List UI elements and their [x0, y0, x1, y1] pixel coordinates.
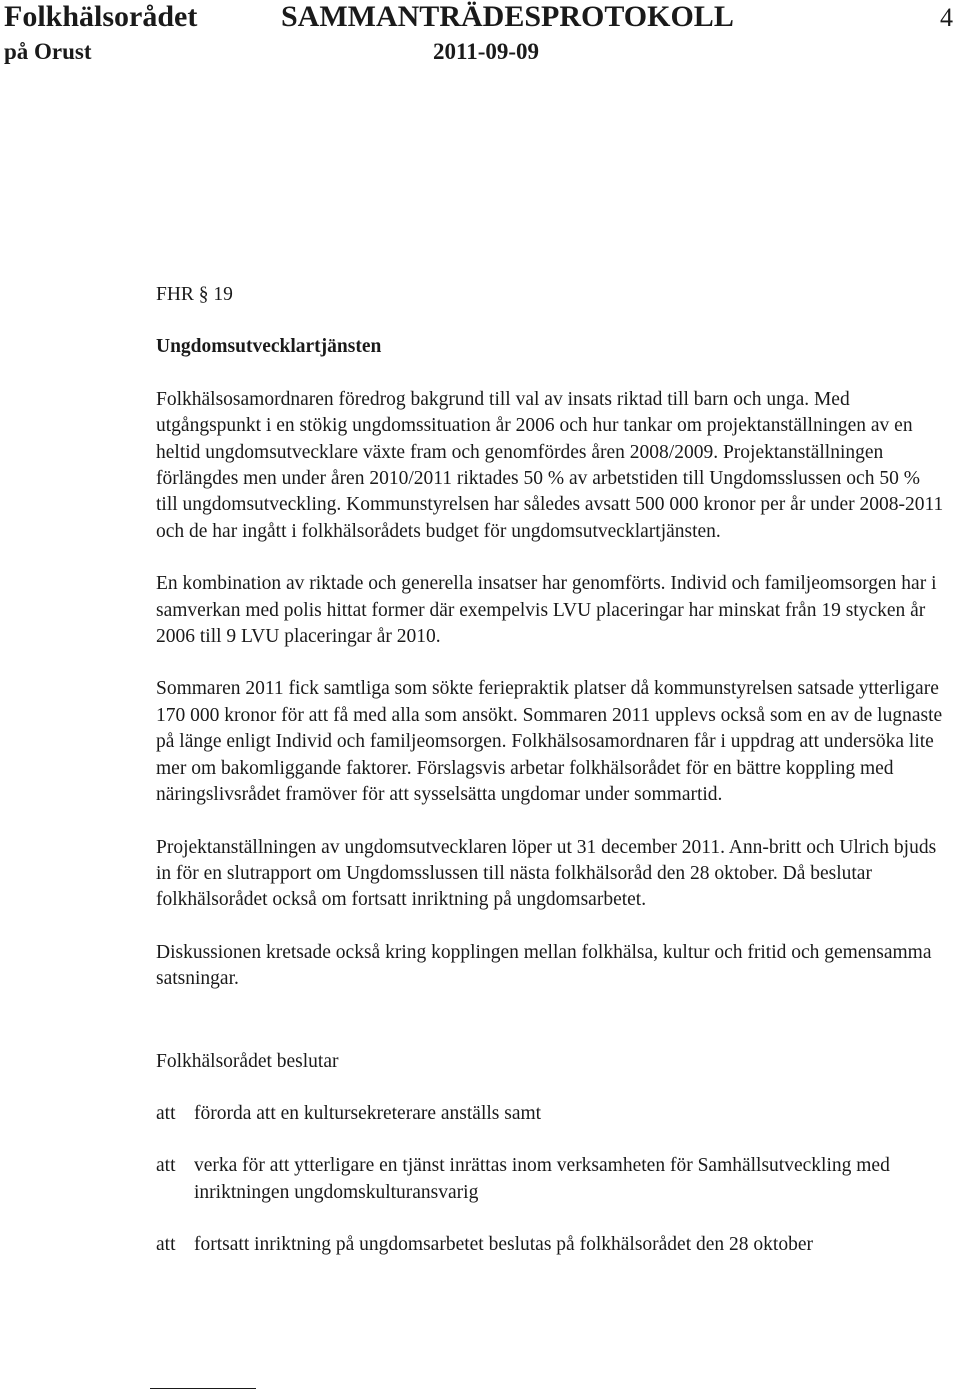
- document-title: SAMMANTRÄDESPROTOKOLL: [281, 0, 734, 33]
- decision-item: [156, 1232, 946, 1258]
- paragraph-discussion: Diskussionen kretsade också kring kopplingen mellan folkhälsa, kultur och fritid och gemensamma satsningar.: [156, 941, 932, 990]
- signature-line: [150, 1388, 256, 1389]
- decision-heading: Folkhälsorådet beslutar: [156, 1050, 339, 1072]
- decision-att-label: att: [156, 1102, 176, 1124]
- organization-name: Folkhälsorådet: [4, 0, 198, 33]
- decision-item: [156, 1101, 946, 1127]
- decision-att-label: att: [156, 1234, 176, 1256]
- paragraph-summer: Sommaren 2011 fick samtliga som sökte feriepraktik platser då kommunstyrelsen satsade ytterligare 170 000 kronor för att få med alla som ansökt. Sommaren 2011 upplevs också som en av de lugnaste på länge enligt Individ och familjeomsorgen. Folkhälsosamordnaren får i uppdrag att undersöka lite mer om bakomliggande faktorer. Förslagsvis arbetar folkhälsorådet för en bättre koppling med näringslivsrådet framöver för att sysselsätta ungdomar under sommartid.: [156, 678, 943, 806]
- decision-item: [156, 1153, 946, 1206]
- meeting-date: 2011-09-09: [433, 39, 540, 64]
- paragraph-efforts: En kombination av riktade och generella insatser har genomförts. Individ och familjeomsorgen har i samverkan med polis hittat former där exempelvis LVU placeringar har minskat från 19 stycken år 2006 till 9 LVU placeringar år 2010.: [156, 573, 937, 648]
- paragraph-background: Folkhälsosamordnaren föredrog bakgrund till val av insats riktad till barn och unga. Med utgångspunkt i en stökig ungdomssituation år 2006 och hur tankar om projektanställningen av en heltid ungdomsutvecklare växte fram och genomfördes åren 2008/2009. Projektanställningen förlängdes men under åren 2010/2011 riktades 50 % av arbetstiden till Ungdomsslussen och 50 % till ungdomsutveckling. Kommunstyrelsen har således avsatt 500 000 kronor per år under 2008-2011 och de har ingått i folkhälsorådets budget för ungdomsutvecklartjänsten.: [156, 388, 944, 542]
- section-title: Ungdomsutvecklartjänsten: [156, 336, 382, 358]
- minutes-body: [156, 282, 946, 1285]
- decision-text: förorda att en kultursekreterare anställs samt: [194, 1102, 542, 1124]
- section-number: FHR § 19: [156, 284, 233, 305]
- decision-text: fortsatt inriktning på ungdomsarbetet beslutas på folkhälsorådet den 28 oktober: [194, 1234, 813, 1256]
- page-number: 4: [940, 3, 953, 32]
- paragraph-project-end: Projektanställningen av ungdomsutvecklaren löper ut 31 december 2011. Ann-britt och Ulrich bjuds in för en slutrapport om Ungdomsslussen till nästa folkhälsoråd den 28 oktober. Då beslutar folkhälsorådet också om fortsatt inriktning på ungdomsarbetet.: [156, 836, 937, 911]
- decision-att-label: att: [156, 1155, 176, 1177]
- decision-text: verka för att ytterligare en tjänst inrättas inom verksamheten för Samhällsutveckling med inriktningen ungdomskulturansvarig: [194, 1155, 890, 1203]
- organization-location: på Orust: [4, 39, 92, 64]
